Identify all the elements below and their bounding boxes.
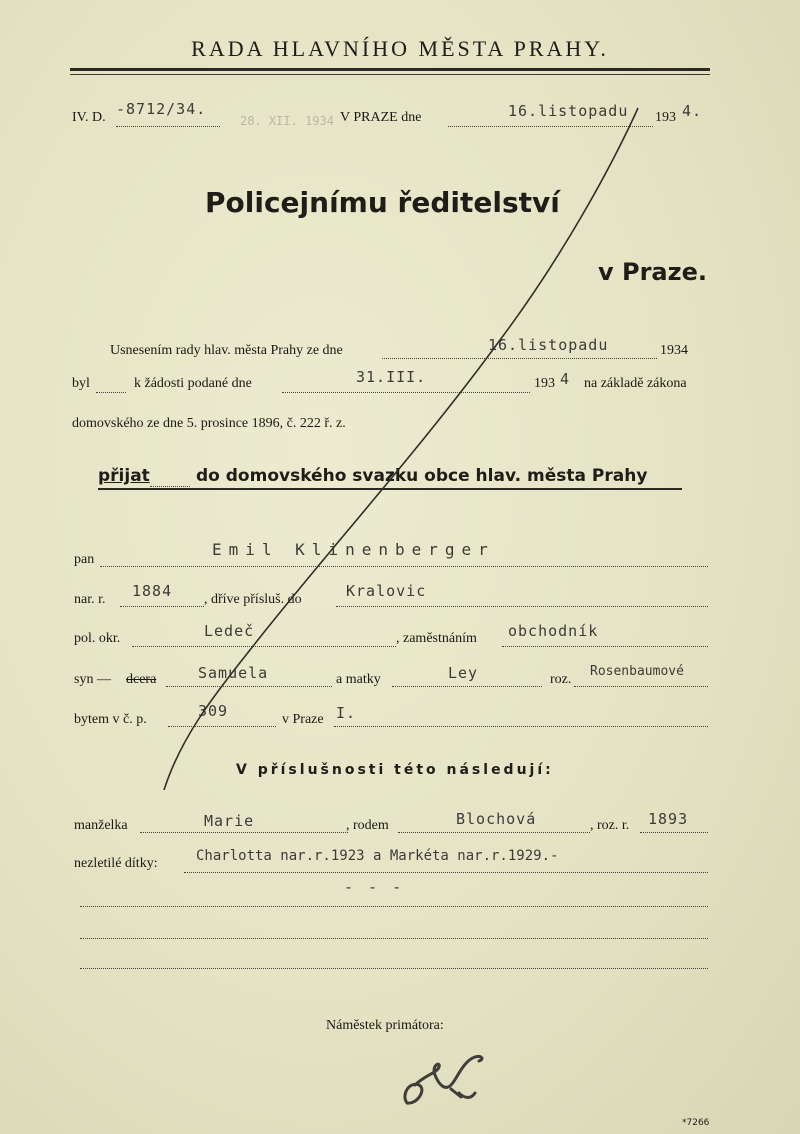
- district-no: I.: [336, 704, 357, 722]
- ref-number-line: [116, 126, 220, 127]
- header-rule-thick: [70, 68, 710, 71]
- district: Ledeč: [204, 622, 255, 640]
- district-line: [132, 646, 396, 647]
- family-heading: V příslušnosti této následují:: [236, 762, 554, 778]
- children-label: nezletilé dítky:: [74, 856, 158, 871]
- occupation-label: , zaměstnáním: [396, 631, 477, 646]
- person-name: Emil Klinenberger: [212, 540, 495, 559]
- born-line: [120, 606, 204, 607]
- resolution-date: 16.listopadu: [488, 336, 609, 354]
- ref-number: -8712/34.: [116, 100, 207, 118]
- district-label: pol. okr.: [74, 631, 121, 646]
- born-label: nar. r.: [74, 592, 106, 607]
- ref-year-prefix: 193: [655, 110, 676, 125]
- ref-prefix: IV. D.: [72, 110, 106, 125]
- house-no: 309: [198, 702, 229, 720]
- signature-label: Náměstek primátora:: [326, 1018, 444, 1033]
- request-year-suffix: 4: [560, 370, 571, 388]
- admission-text: do domovského svazku obce hlav. města Prahy: [196, 466, 648, 486]
- signature-mark-text: Dr. Zo: [495, 1105, 498, 1106]
- city-label: v Praze: [282, 712, 324, 727]
- resolution-text: Usnesením rady hlav. města Prahy ze dne: [110, 343, 343, 358]
- byl-line: [96, 392, 126, 393]
- daughter-label-struck: dcera: [126, 672, 157, 687]
- mother-nee: Rosenbaumové: [590, 664, 684, 679]
- form-number: *7266: [682, 1118, 710, 1128]
- house-line: [168, 726, 276, 727]
- council-header: RADA HLAVNÍHO MĚSTA PRAHY.: [191, 36, 609, 61]
- request-year-prefix: 193: [534, 376, 555, 391]
- resolution-year: 1934: [660, 343, 688, 358]
- mother-line: [392, 686, 542, 687]
- nee-label: roz.: [550, 672, 572, 687]
- name-line: [100, 566, 708, 567]
- mother-name: Ley: [448, 664, 479, 682]
- law-line2: domovského ze dne 5. prosince 1896, č. 222 ř. z.: [72, 416, 346, 431]
- children: Charlotta nar.r.1923 a Markéta nar.r.1929.-: [196, 848, 559, 864]
- wife-line: [140, 832, 348, 833]
- wife-nee-label: , rodem: [346, 818, 389, 833]
- signature-mark: [395, 1045, 498, 1113]
- resolution-date-line: [382, 358, 657, 359]
- mother-nee-line: [574, 686, 708, 687]
- byl-label: byl: [72, 376, 90, 391]
- wife-name: Marie: [204, 812, 255, 830]
- city-date-label: V PRAZE dne: [340, 110, 422, 125]
- law-text: na základě zákona: [584, 376, 687, 391]
- father-line: [166, 686, 332, 687]
- blank-line-3: [80, 968, 708, 969]
- admission-status-line: [150, 486, 190, 487]
- previous-line: [336, 606, 708, 607]
- district-no-line: [334, 726, 708, 727]
- ghost-stamp: 28. XII. 1934: [240, 114, 334, 128]
- wife-nee: Blochová: [456, 810, 537, 828]
- blank-line-2: [80, 938, 708, 939]
- occupation-line: [502, 646, 708, 647]
- admission-status: přijat: [98, 466, 150, 486]
- filler-dashes: - - -: [344, 878, 405, 896]
- date-line: [448, 126, 653, 127]
- born-year: 1884: [132, 582, 173, 600]
- wife-label: manželka: [74, 818, 128, 833]
- request-date: 31.III.: [356, 368, 427, 386]
- occupation: obchodník: [508, 622, 599, 640]
- mother-label: a matky: [336, 672, 381, 687]
- ref-date: 16.listopadu: [508, 102, 629, 120]
- addressee-line2: v Praze.: [598, 258, 707, 286]
- wife-nee-line: [398, 832, 590, 833]
- residence-label: bytem v č. p.: [74, 712, 147, 727]
- admission-rule: [98, 488, 682, 490]
- previous-place: Kralovic: [346, 582, 427, 600]
- previous-label: , dříve přísluš. do: [204, 592, 302, 607]
- ref-year-suffix: 4.: [682, 102, 703, 120]
- pan-label: pan: [74, 552, 95, 567]
- wife-born-label: , roz. r.: [590, 818, 630, 833]
- request-date-line: [282, 392, 530, 393]
- header-rule-thin: [70, 74, 710, 75]
- father-name: Samuela: [198, 664, 269, 682]
- addressee-line1: Policejnímu ředitelství: [205, 186, 560, 219]
- wife-born: 1893: [648, 810, 689, 828]
- blank-line-1: [80, 906, 708, 907]
- wife-born-line: [640, 832, 708, 833]
- request-label: k žádosti podané dne: [134, 376, 252, 391]
- son-label: syn —: [74, 672, 111, 687]
- children-line: [184, 872, 708, 873]
